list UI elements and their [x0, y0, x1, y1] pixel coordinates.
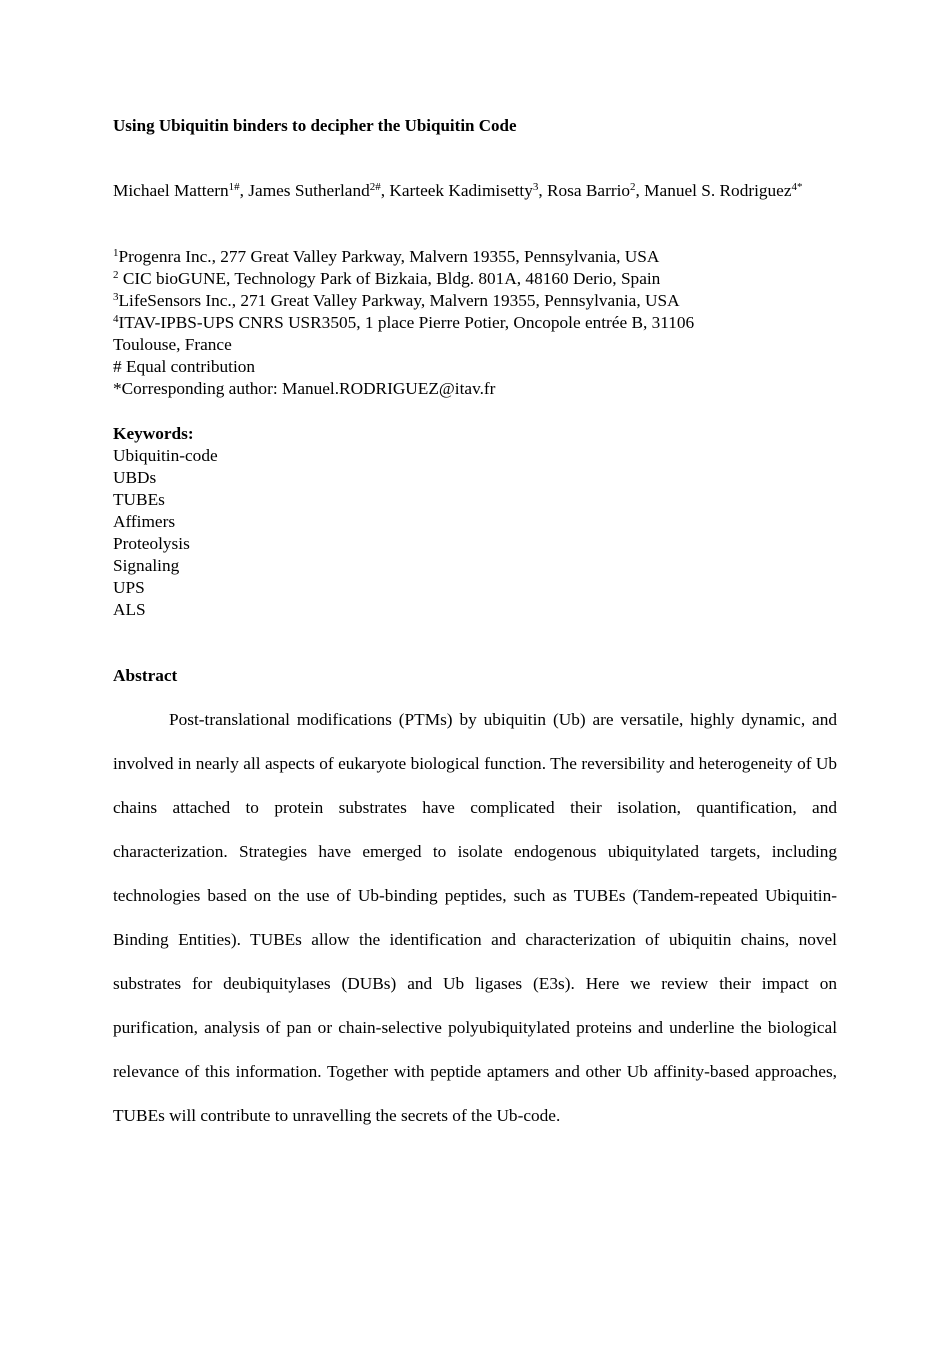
keyword-item: Ubiquitin-code — [113, 446, 218, 465]
affiliation-superscript: 2 — [113, 269, 119, 281]
affiliation-superscript: 4 — [113, 313, 119, 325]
keyword-item: TUBEs — [113, 490, 165, 509]
affiliation-text: LifeSensors Inc., 271 Great Valley Parkway, Malvern 19355, Pennsylvania, USA — [118, 291, 680, 310]
affiliation-line — [113, 334, 837, 356]
paper-title: Using Ubiquitin binders to decipher the Ubiquitin Code — [113, 116, 517, 135]
affiliation-text: Progenra Inc., 277 Great Valley Parkway, Malvern 19355, Pennsylvania, USA — [118, 247, 660, 266]
keyword-item: Proteolysis — [113, 534, 190, 553]
affiliation-text: ITAV-IPBS-UPS CNRS USR3505, 1 place Pierre Potier, Oncopole entrée B, 31106 — [118, 313, 695, 332]
author-superscript: 2 — [630, 181, 636, 193]
keywords-heading: Keywords: — [113, 424, 194, 443]
abstract-heading: Abstract — [113, 666, 178, 685]
author-superscript: 4* — [791, 181, 803, 193]
author-name: Rosa Barrio — [547, 181, 631, 200]
author-list: Michael Mattern$^{1\#}$, James Sutherland$^{2\#}$, Karteek Kadimisetty$^3$, Rosa Barrio$^2$, Manuel S. Rodriguez$^{4*}$ — [113, 181, 803, 200]
affiliation-superscript: 1 — [113, 247, 119, 259]
abstract-body: Post-translational modifications (PTMs) by ubiquitin (Ub) are versatile, highly dynamic, and involved in nearly all aspects of eukaryote biological function. The reversibility and heterogeneity of Ub chains attached to protein substrates have complicated their isolation, quantification, and characterization. Strategies have emerged to isolate endogenous ubiquitylated targets, including technologies based on the use of Ub-binding peptides, such as TUBEs (Tandem-repeated Ubiquitin-Binding Entities). TUBEs allow the identification and characterization of ubiquitin chains, novel substrates for deubiquitylases (DUBs) and Ub ligases (E3s). Here we review their impact on purification, analysis of pan or chain-selective polyubiquitylated proteins and underline the biological relevance of this information. Together with peptide aptamers and other Ub affinity-based approaches, TUBEs will contribute to unravelling the secrets of the Ub-code. — [113, 710, 837, 1125]
affiliation-line — [113, 312, 837, 334]
author-superscript: 2# — [369, 181, 381, 193]
keyword-item: UBDs — [113, 468, 157, 487]
affiliation-list — [113, 246, 837, 400]
keyword-item: ALS — [113, 600, 146, 619]
keywords-section — [113, 423, 218, 621]
affiliation-line — [113, 268, 837, 290]
affiliation-line — [113, 246, 837, 268]
affiliation-superscript: 3 — [113, 291, 119, 303]
keyword-item: Affimers — [113, 512, 176, 531]
author-superscript: 3 — [532, 181, 539, 193]
affiliation-text: Toulouse, France — [113, 335, 232, 354]
author-name: Michael Mattern — [113, 181, 229, 200]
author-name: Karteek Kadimisetty — [389, 181, 533, 200]
author-name: Manuel S. Rodriguez — [644, 181, 792, 200]
author-superscript: 1# — [228, 181, 240, 193]
corresponding-author-note: *Corresponding author: Manuel.RODRIGUEZ@itav.fr — [113, 379, 496, 398]
keyword-item: UPS — [113, 578, 145, 597]
affiliation-text: CIC bioGUNE, Technology Park of Bizkaia, Bldg. 801A, 48160 Derio, Spain — [118, 269, 661, 288]
equal-contribution-note: # Equal contribution — [113, 357, 256, 376]
author-name: James Sutherland — [248, 181, 370, 200]
keyword-item: Signaling — [113, 556, 180, 575]
affiliation-line — [113, 290, 837, 312]
